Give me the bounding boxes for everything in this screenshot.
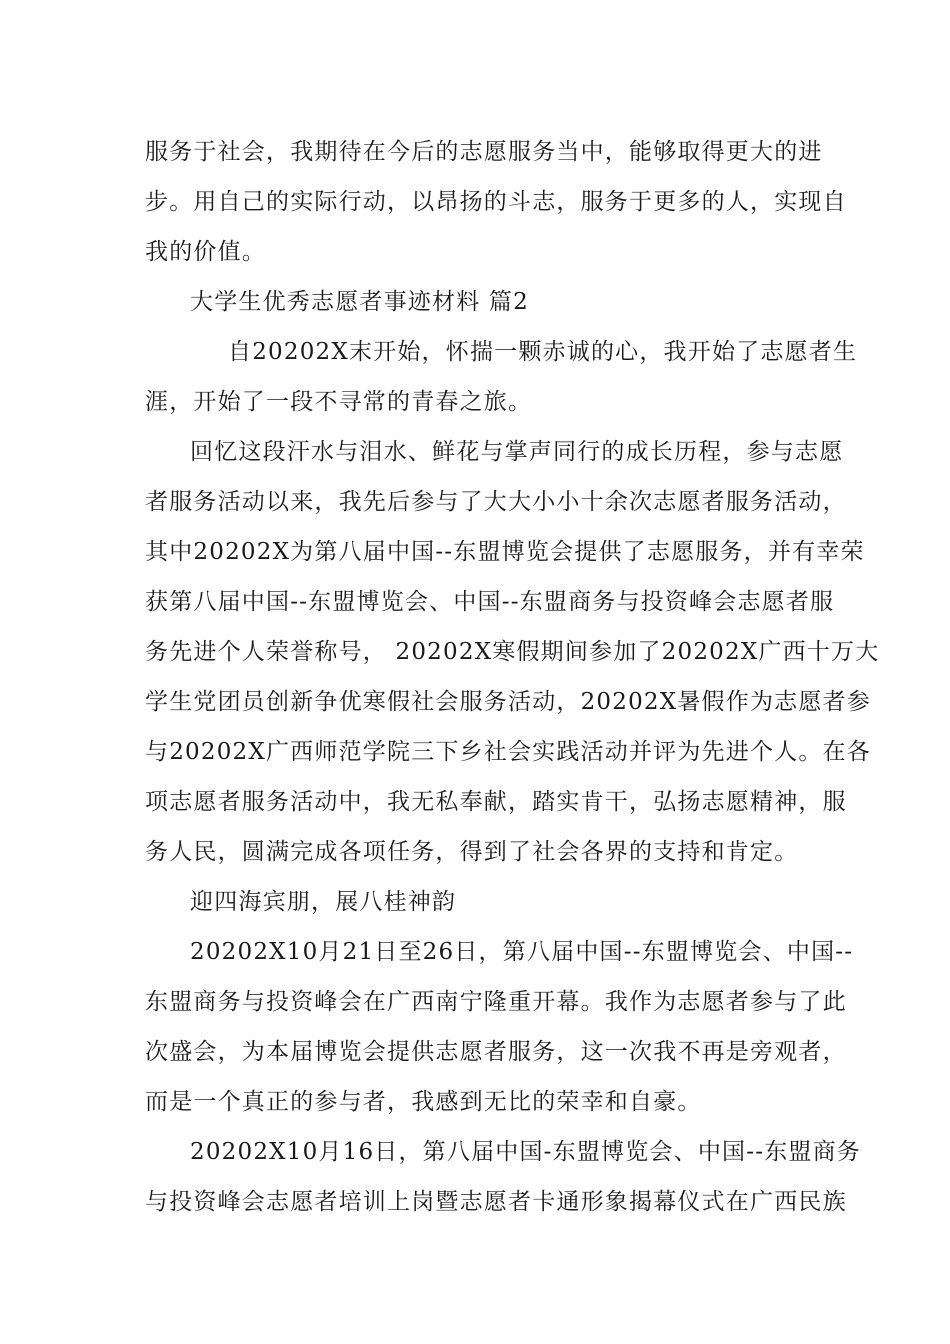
text-line: 项志愿者服务活动中，我无私奉献，踏实肯干，弘扬志愿精神，服 — [145, 789, 847, 815]
text-line: 其中20202X为第八届中国--东盟博览会提供了志愿服务，并有幸荣 — [145, 539, 865, 565]
text-line: 与投资峰会志愿者培训上岗暨志愿者卡通形象揭幕仪式在广西民族 — [145, 1189, 847, 1215]
text-line: 获第八届中国--东盟博览会、中国--东盟商务与投资峰会志愿者服 — [145, 589, 835, 615]
section-heading: 大学生优秀志愿者事迹材料 篇2 — [190, 289, 529, 315]
text-line: 20202X10月21日至26日，第八届中国--东盟博览会、中国-- — [190, 939, 854, 965]
text-line: 学生党团员创新争优寒假社会服务活动，20202X暑假作为志愿者参 — [145, 689, 871, 715]
text-line: 与20202X广西师范学院三下乡社会实践活动并评为先进个人。在各 — [145, 739, 871, 765]
text-line: 务先进个人荣誉称号， 20202X寒假期间参加了20202X广西十万大 — [145, 639, 880, 665]
text-line: 自20202X末开始，怀揣一颗赤诚的心，我开始了志愿者生 — [228, 339, 858, 365]
text-line: 次盛会，为本届博览会提供志愿者服务，这一次我不再是旁观者， — [145, 1039, 847, 1065]
text-line: 务人民，圆满完成各项任务，得到了社会各界的支持和肯定。 — [145, 839, 799, 865]
text-line: 我的价值。 — [145, 239, 266, 265]
text-line: 步。用自己的实际行动，以昂扬的斗志，服务于更多的人，实现自 — [145, 189, 847, 215]
text-line: 者服务活动以来，我先后参与了大大小小十余次志愿者服务活动， — [145, 489, 847, 515]
text-line: 服务于社会，我期待在今后的志愿服务当中，能够取得更大的进 — [145, 139, 823, 165]
text-line: 20202X10月16日，第八届中国-东盟博览会、中国--东盟商务 — [190, 1139, 861, 1165]
text-line: 回忆这段汗水与泪水、鲜花与掌声同行的成长历程，参与志愿 — [190, 439, 844, 465]
text-line: 涯，开始了一段不寻常的青春之旅。 — [145, 389, 533, 415]
text-line: 而是一个真正的参与者，我感到无比的荣幸和自豪。 — [145, 1089, 702, 1115]
text-line: 东盟商务与投资峰会在广西南宁隆重开幕。我作为志愿者参与了此 — [145, 989, 847, 1015]
subheading: 迎四海宾朋，展八桂神韵 — [190, 889, 457, 915]
